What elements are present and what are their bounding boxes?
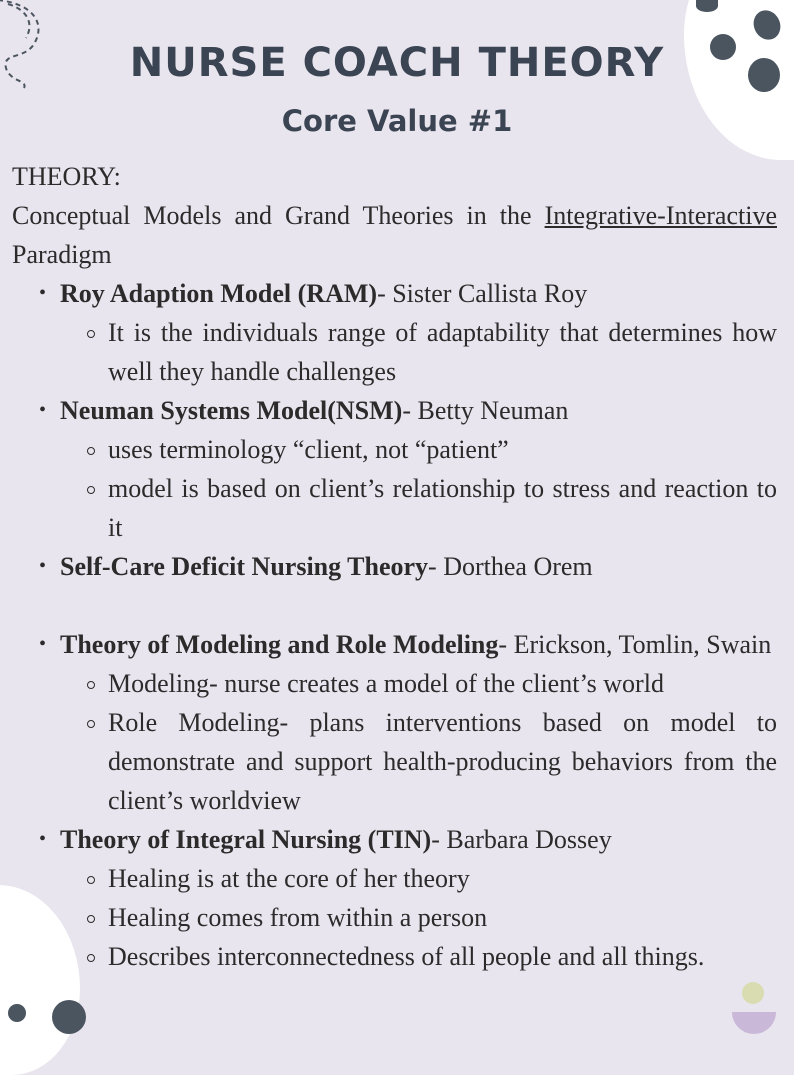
theory-author: - Dorthea Orem <box>428 552 593 581</box>
list-item <box>12 391 777 547</box>
page-title: NURSE COACH THEORY <box>129 40 665 86</box>
list-item <box>12 820 777 976</box>
sub-list-item: uses terminology “client, not “patient” <box>60 430 777 469</box>
list-item <box>12 547 777 586</box>
theory-name: Theory of Integral Nursing (TIN) <box>60 825 432 854</box>
theory-author: - Barbara Dossey <box>431 825 612 854</box>
intro-paragraph <box>12 196 777 274</box>
theory-author: - Betty Neuman <box>402 396 569 425</box>
sub-list-item: Healing is at the core of her theory <box>60 859 777 898</box>
theory-name: Neuman Systems Model(NSM) <box>60 396 403 425</box>
decorative-dot <box>52 1000 86 1034</box>
sub-list-item: Role Modeling- plans interventions based on model to demonstrate and support health-producing behaviors from the client’s worldview <box>60 703 777 820</box>
intro-text: Conceptual Models and Grand Theories in the <box>12 201 545 230</box>
theory-author: - Sister Callista Roy <box>377 279 588 308</box>
sub-list-item: Modeling- nurse creates a model of the client’s world <box>60 664 777 703</box>
theory-name: Roy Adaption Model (RAM) <box>60 279 378 308</box>
sub-list-item: model is based on client’s relationship to stress and reaction to it <box>60 469 777 547</box>
sub-list-item: Describes interconnectedness of all people and all things. <box>60 937 777 976</box>
sub-list <box>60 313 777 391</box>
sub-list-item: It is the individuals range of adaptability that determines how well they handle challenges <box>60 313 777 391</box>
document-body <box>12 157 777 976</box>
section-label: THEORY: <box>12 162 121 191</box>
decorative-cup-shape <box>732 1012 776 1034</box>
sub-list <box>60 430 777 547</box>
list-item <box>12 625 777 820</box>
page-subtitle: Core Value #1 <box>281 104 513 138</box>
sub-list-item: Healing comes from within a person <box>60 898 777 937</box>
intro-underlined-text: Integrative-Interactive <box>544 201 777 230</box>
theory-name: Self-Care Deficit Nursing Theory <box>60 552 429 581</box>
decorative-dot <box>8 1004 26 1022</box>
list-item <box>12 274 777 391</box>
decorative-dot <box>696 0 718 12</box>
theory-name: Theory of Modeling and Role Modeling <box>60 630 499 659</box>
theory-list <box>12 274 777 976</box>
sub-list <box>60 664 777 820</box>
decorative-dot <box>742 982 764 1004</box>
sub-list <box>60 859 777 976</box>
intro-text-end: Paradigm <box>12 240 112 269</box>
theory-author: - Erickson, Tomlin, Swain <box>498 630 772 659</box>
